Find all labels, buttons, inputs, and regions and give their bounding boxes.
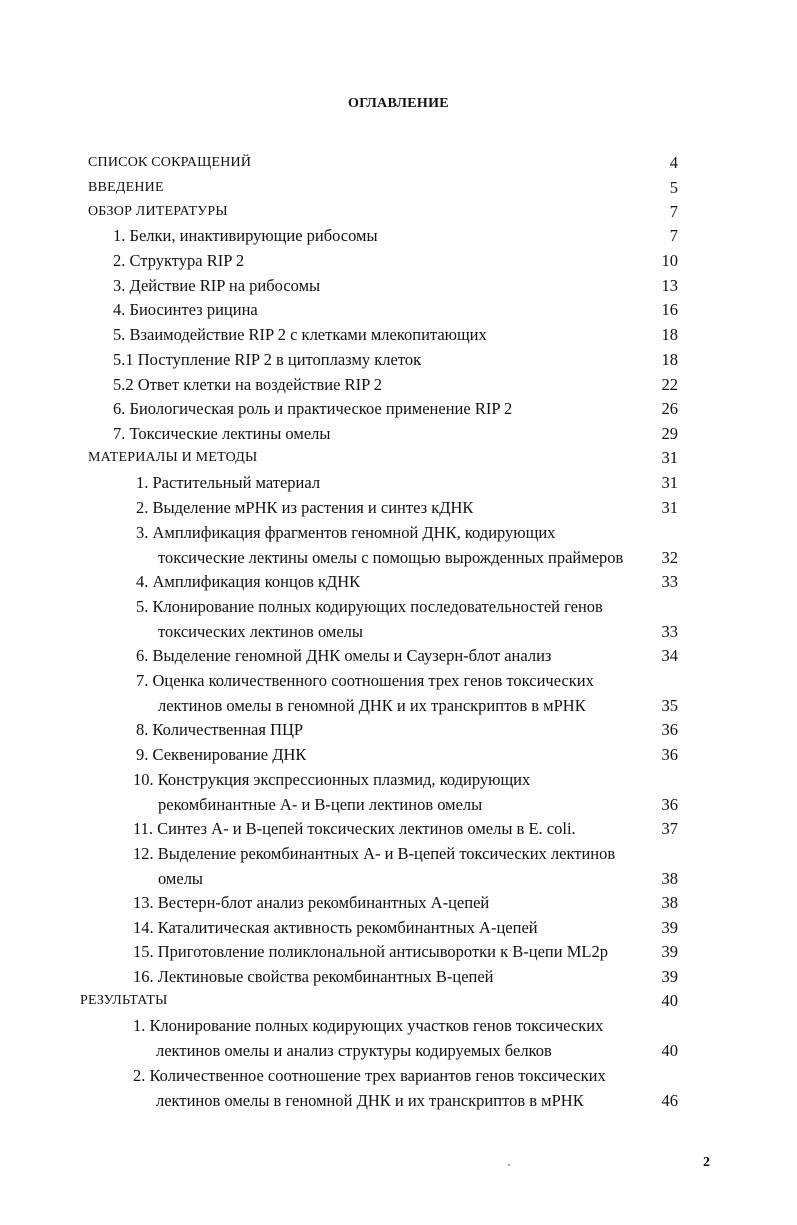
toc-item-title: 5. Клонирование полных кодирующих последовательностей генов	[136, 597, 603, 616]
toc-item-title: 1. Белки, инактивирующие рибосомы	[113, 226, 378, 245]
toc-item-title: 3. Амплификация фрагментов геномной ДНК, кодирующих	[136, 523, 556, 542]
toc-row	[0, 942, 797, 966]
toc-page-number: 40	[661, 1041, 678, 1060]
toc-page-number: 39	[661, 942, 678, 961]
toc-item-title: 4. Биосинтез рицина	[113, 300, 258, 319]
page-number: 2	[703, 1155, 710, 1170]
toc-row	[0, 622, 797, 646]
toc-item-title: 6. Биологическая роль и практическое применение RIP 2	[113, 399, 513, 418]
toc-item-title: 2. Выделение мРНК из растения и синтез кДНК	[136, 498, 474, 517]
toc-page-number: 18	[661, 350, 678, 369]
toc-row	[0, 202, 797, 226]
toc-page-number: 39	[661, 918, 678, 937]
toc-row	[0, 696, 797, 720]
toc-item-title: 4. Амплификация концов кДНК	[136, 572, 361, 591]
toc-page-number: 40	[661, 991, 678, 1010]
toc-page-number: 13	[661, 276, 678, 295]
toc-page-number: 22	[661, 375, 678, 394]
toc-page-number: 36	[661, 720, 678, 739]
toc-row	[0, 178, 797, 202]
toc-row	[0, 671, 797, 695]
toc-item-title: лектинов омелы в геномной ДНК и их транскриптов в мРНК	[156, 1091, 584, 1110]
toc-page-number: 37	[661, 819, 678, 838]
toc-row	[0, 523, 797, 547]
toc-section-title: МАТЕРИАЛЫ И МЕТОДЫ	[88, 450, 258, 465]
toc-item-title: 5. Взаимодействие RIP 2 с клетками млекопитающих	[113, 325, 487, 344]
toc-item-title: 3. Действие RIP на рибосомы	[113, 276, 321, 295]
toc-item-title: 9. Секвенирование ДНК	[136, 745, 307, 764]
toc-row	[0, 572, 797, 596]
toc-item-title: 6. Выделение геномной ДНК омелы и Саузерн-блот анализ	[136, 646, 552, 665]
page-title: ОГЛАВЛЕНИЕ	[348, 96, 449, 111]
toc-page-number: 46	[661, 1091, 678, 1110]
toc-page-number: 36	[661, 795, 678, 814]
toc-row	[0, 967, 797, 991]
toc-page-number: 31	[661, 473, 678, 492]
toc-row	[0, 325, 797, 349]
toc-page-number: 29	[661, 424, 678, 443]
toc-row	[0, 1091, 797, 1115]
toc-page-number: 35	[661, 696, 678, 715]
toc-row	[0, 646, 797, 670]
toc-row	[0, 745, 797, 769]
toc-row	[0, 375, 797, 399]
toc-page-number: 33	[661, 622, 678, 641]
toc-item-title: 7. Оценка количественного соотношения трех генов токсических	[136, 671, 594, 690]
toc-page-number: 7	[669, 226, 678, 245]
toc-item-title: 5.2 Ответ клетки на воздействие RIP 2	[113, 375, 383, 394]
toc-item-title: омелы	[158, 869, 204, 888]
toc-item-title: 8. Количественная ПЦР	[136, 720, 304, 739]
toc-row	[0, 548, 797, 572]
toc-page-number: 31	[661, 498, 678, 517]
toc-page-number: 36	[661, 745, 678, 764]
toc-row	[0, 498, 797, 522]
toc-row	[0, 819, 797, 843]
toc-section-title: РЕЗУЛЬТАТЫ	[80, 993, 168, 1008]
toc-item-title: 10. Конструкция экспрессионных плазмид, кодирующих	[133, 770, 531, 789]
toc-section-title: ОБЗОР ЛИТЕРАТУРЫ	[88, 204, 228, 219]
toc-row	[0, 1016, 797, 1040]
toc-page-number: 38	[661, 869, 678, 888]
toc-page-number: 38	[661, 893, 678, 912]
toc-row	[0, 473, 797, 497]
toc-row	[0, 153, 797, 177]
toc-item-title: 5.1 Поступление RIP 2 в цитоплазму клеток	[113, 350, 422, 369]
toc-row	[0, 869, 797, 893]
toc-page-number: 26	[661, 399, 678, 418]
toc-row	[0, 597, 797, 621]
scan-speck	[508, 1164, 510, 1166]
toc-row	[0, 251, 797, 275]
toc-row	[0, 720, 797, 744]
toc-row	[0, 448, 797, 472]
toc-item-title: 13. Вестерн-блот анализ рекомбинантных А-цепей	[133, 893, 490, 912]
toc-page-number: 39	[661, 967, 678, 986]
toc-row	[0, 1066, 797, 1090]
toc-item-title: лектинов омелы в геномной ДНК и их транскриптов в мРНК	[158, 696, 586, 715]
toc-page-number: 34	[661, 646, 678, 665]
toc-page-number: 10	[661, 251, 678, 270]
toc-page-number: 4	[669, 153, 678, 172]
toc-row	[0, 399, 797, 423]
toc-page-number: 31	[661, 448, 678, 467]
toc-item-title: 2. Количественное соотношение трех вариантов генов токсических	[133, 1066, 606, 1085]
toc-page-number: 32	[661, 548, 678, 567]
toc-row	[0, 893, 797, 917]
toc-item-title: 12. Выделение рекомбинантных А- и В-цепей токсических лектинов	[133, 844, 616, 863]
toc-row	[0, 424, 797, 448]
toc-item-title: токсические лектины омелы с помощью вырожденных праймеров	[158, 548, 624, 567]
toc-item-title: лектинов омелы и анализ структуры кодируемых белков	[156, 1041, 552, 1060]
toc-row	[0, 770, 797, 794]
toc-item-title: 16. Лектиновые свойства рекомбинантных В-цепей	[133, 967, 494, 986]
toc-page-number: 7	[669, 202, 678, 221]
toc-page-number: 5	[669, 178, 678, 197]
toc-row	[0, 276, 797, 300]
toc-section-title: ВВЕДЕНИЕ	[88, 180, 164, 195]
toc-row	[0, 844, 797, 868]
toc-item-title: 1. Растительный материал	[136, 473, 321, 492]
toc-row	[0, 918, 797, 942]
toc-row	[0, 350, 797, 374]
toc-item-title: 11. Синтез А- и В-цепей токсических лектинов омелы в E. coli.	[133, 819, 576, 838]
toc-row	[0, 991, 797, 1015]
toc-row	[0, 1041, 797, 1065]
toc-page-number: 18	[661, 325, 678, 344]
toc-row	[0, 795, 797, 819]
toc-row	[0, 300, 797, 324]
toc-row	[0, 226, 797, 250]
toc-page-number: 16	[661, 300, 678, 319]
toc-page-number: 33	[661, 572, 678, 591]
toc-item-title: рекомбинантные А- и В-цепи лектинов омелы	[158, 795, 483, 814]
toc-item-title: 7. Токсические лектины омелы	[113, 424, 331, 443]
toc-item-title: 1. Клонирование полных кодирующих участков генов токсических	[133, 1016, 604, 1035]
toc-item-title: 15. Приготовление поликлональной антисыворотки к В-цепи ML2p	[133, 942, 608, 961]
toc-item-title: токсических лектинов омелы	[158, 622, 363, 641]
toc-item-title: 14. Каталитическая активность рекомбинантных А-цепей	[133, 918, 538, 937]
toc-item-title: 2. Структура RIP 2	[113, 251, 245, 270]
toc-section-title: СПИСОК СОКРАЩЕНИЙ	[88, 155, 252, 170]
